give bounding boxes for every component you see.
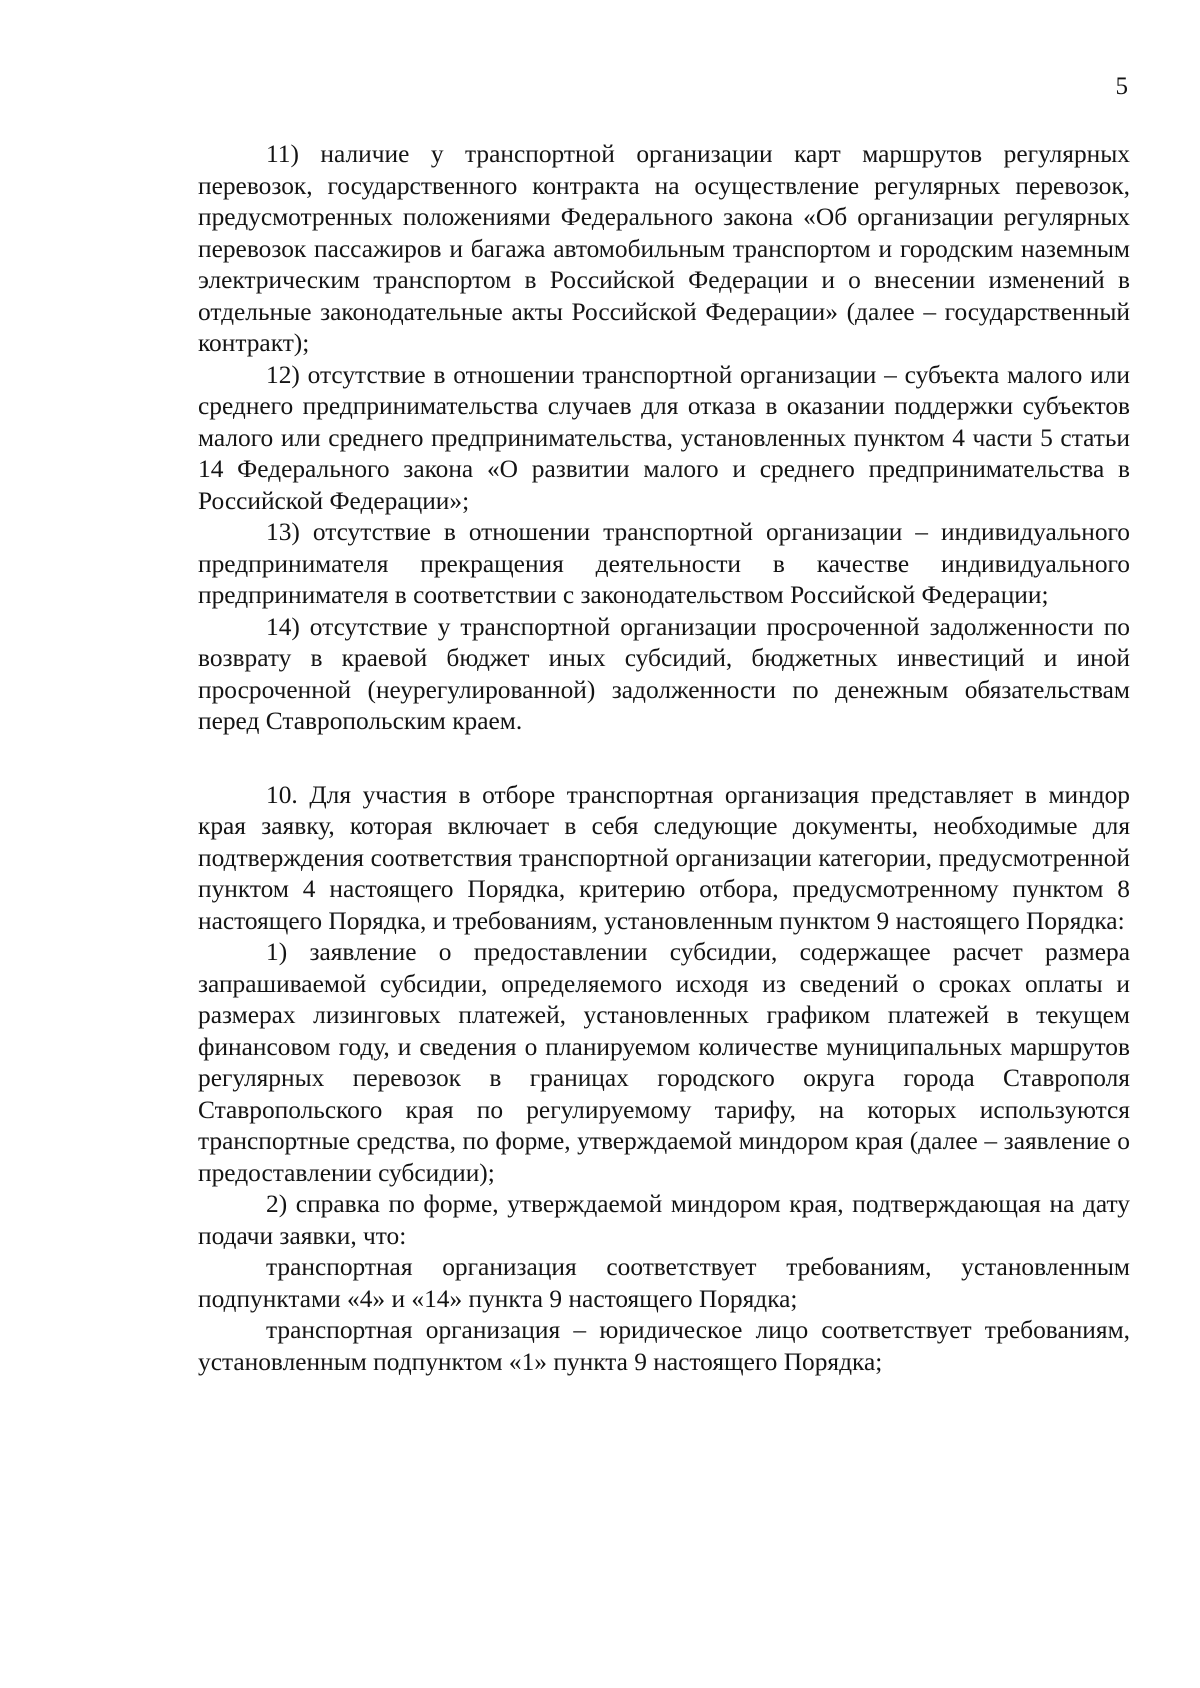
paragraph-item-11: 11) наличие у транспортной организации карт маршрутов регулярных перевозок, государственного контракта на осуществление регулярных перевозок, предусмотренных положениями Федерального закона «Об организации регулярных перевозок пассажиров и багажа автомобильным транспортом и городским наземным электрическим транспортом в Российской Федерации и о внесении изменений в отдельные законодательные акты Российской Федерации» (далее – государственный контракт); (198, 140, 1130, 357)
paragraph-subitem-b: транспортная организация – юридическое лицо соответствует требованиям, установленным подпунктом «1» пункта 9 настоящего Порядка; (198, 1316, 1130, 1376)
section-spacer (198, 738, 1130, 780)
paragraph-item-12: 12) отсутствие в отношении транспортной организации – субъекта малого или среднего предпринимательства случаев для отказа в оказании поддержки субъектов малого или среднего предпринимательства, установленных пунктом 4 части 5 статьи 14 Федерального закона «О развитии малого и среднего предпринимательства в Российской Федерации»; (198, 360, 1130, 515)
paragraph-item-2: 2) справка по форме, утверждаемой миндором края, подтверждающая на дату подачи заявки, что: (198, 1190, 1130, 1250)
paragraph-item-13: 13) отсутствие в отношении транспортной организации – индивидуального предпринимателя прекращения деятельности в качестве индивидуального предпринимателя в соответствии с законодательством Российской Федерации; (198, 518, 1130, 609)
paragraph-item-14: 14) отсутствие у транспортной организации просроченной задолженности по возврату в краевой бюджет иных субсидий, бюджетных инвестиций и иной просроченной (неурегулированной) задолженности по денежным обязательствам перед Ставропольским краем. (198, 612, 1130, 735)
page-number: 5 (1115, 73, 1128, 100)
paragraph-section-10: 10. Для участия в отборе транспортная организация представляет в миндор края заявку, которая включает в себя следующие документы, необходимые для подтверждения соответствия транспортной организации категории, предусмотренной пунктом 4 настоящего Порядка, критерию отбора, предусмотренному пунктом 8 настоящего Порядка, и требованиям, установленным пунктом 9 настоящего Порядка: (198, 780, 1130, 935)
document-body (198, 139, 1130, 1378)
paragraph-item-1: 1) заявление о предоставлении субсидии, содержащее расчет размера запрашиваемой субсидии, определяемого исходя из сведений о сроках оплаты и размерах лизинговых платежей, установленных графиком платежей в текущем финансовом году, и сведения о планируемом количестве муниципальных маршрутов регулярных перевозок в границах городского округа города Ставрополя Ставропольского края по регулируемому тарифу, на которых используются транспортные средства, по форме, утверждаемой миндором края (далее – заявление о предоставлении субсидии); (198, 938, 1130, 1187)
paragraph-subitem-a: транспортная организация соответствует требованиям, установленным подпунктами «4» и «14» пункта 9 настоящего Порядка; (198, 1253, 1130, 1313)
